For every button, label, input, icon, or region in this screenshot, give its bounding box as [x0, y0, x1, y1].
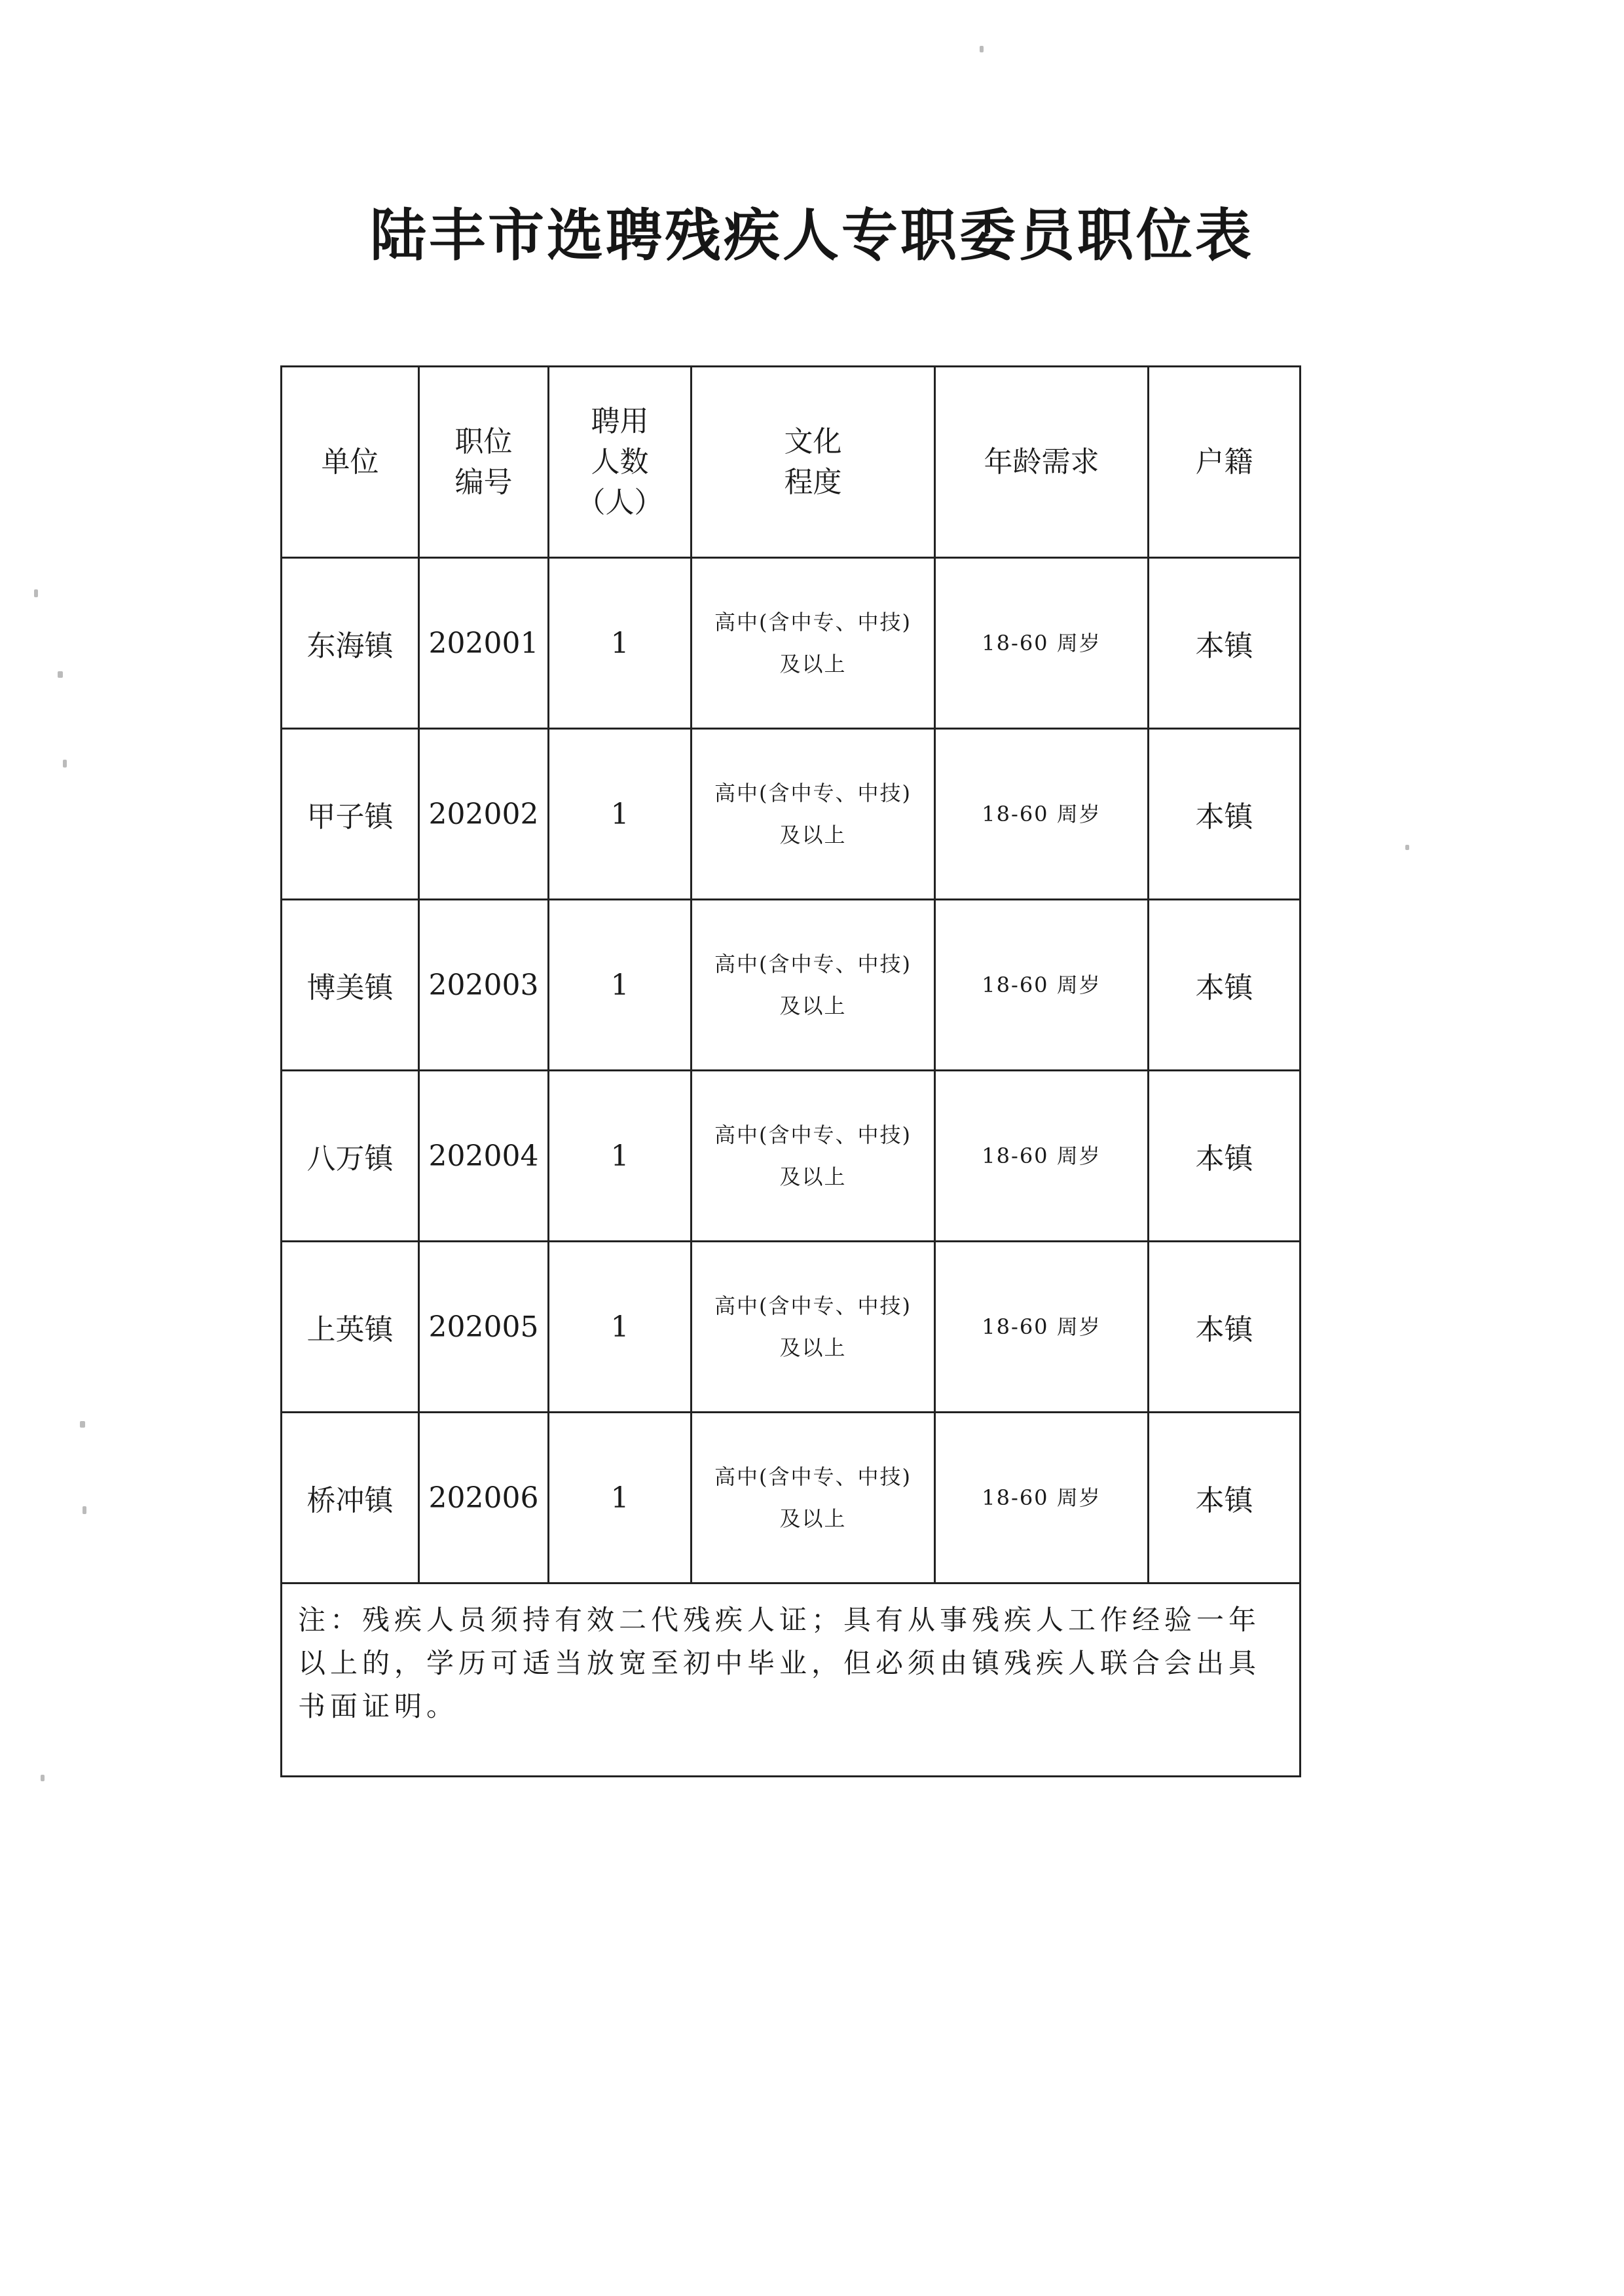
cell-education-line1: 高中(含中专、中技) [714, 1293, 912, 1318]
cell-count: 1 [549, 1242, 692, 1413]
cell-count: 1 [549, 1413, 692, 1583]
cell-education-line2: 及以上 [779, 993, 847, 1018]
header-hires [549, 367, 692, 558]
cell-code: 202004 [419, 1071, 549, 1242]
header-education [692, 367, 935, 558]
cell-unit: 甲子镇 [282, 729, 419, 900]
cell-code: 202001 [419, 558, 549, 729]
header-unit: 单位 [282, 367, 419, 558]
cell-age: 18-60 周岁 [935, 1071, 1149, 1242]
cell-age: 18-60 周岁 [935, 900, 1149, 1071]
page-title: 陆丰市选聘残疾人专职委员职位表 [370, 202, 1254, 268]
cell-education-line2: 及以上 [779, 1506, 847, 1531]
cell-education-line2: 及以上 [779, 652, 847, 676]
header-position-code [419, 367, 549, 558]
table-note: 注：残疾人员须持有效二代残疾人证；具有从事残疾人工作经验一年以上的，学历可适当放宽至初中毕业，但必须由镇残疾人联合会出具书面证明。 [282, 1583, 1301, 1777]
positions-table [280, 365, 1301, 1777]
cell-hukou: 本镇 [1149, 1413, 1301, 1583]
header-education-line1: 文化 [784, 424, 842, 458]
cell-unit: 上英镇 [282, 1242, 419, 1413]
cell-count: 1 [549, 558, 692, 729]
header-position-code-line2: 编号 [454, 465, 513, 499]
cell-count: 1 [549, 1071, 692, 1242]
cell-education-line1: 高中(含中专、中技) [714, 1122, 912, 1147]
cell-count: 1 [549, 729, 692, 900]
scan-speck [41, 1775, 45, 1781]
scan-speck [1405, 845, 1409, 850]
cell-education-line2: 及以上 [779, 1335, 847, 1360]
cell-unit: 东海镇 [282, 558, 419, 729]
cell-education [692, 729, 935, 900]
cell-unit: 博美镇 [282, 900, 419, 1071]
cell-unit: 桥冲镇 [282, 1413, 419, 1583]
header-age: 年龄需求 [935, 367, 1149, 558]
cell-education-line1: 高中(含中专、中技) [714, 952, 912, 976]
cell-age: 18-60 周岁 [935, 558, 1149, 729]
table-row [282, 1413, 1301, 1583]
cell-hukou: 本镇 [1149, 558, 1301, 729]
cell-education-line1: 高中(含中专、中技) [714, 1464, 912, 1489]
cell-education-line2: 及以上 [779, 823, 847, 847]
note-row [282, 1583, 1301, 1777]
cell-count: 1 [549, 900, 692, 1071]
cell-hukou: 本镇 [1149, 1071, 1301, 1242]
cell-age: 18-60 周岁 [935, 1413, 1149, 1583]
table-row [282, 1242, 1301, 1413]
table-row [282, 729, 1301, 900]
header-hires-line1: 聘用 [591, 404, 649, 438]
header-hukou: 户籍 [1149, 367, 1301, 558]
scan-speck [34, 589, 38, 597]
table-row [282, 1071, 1301, 1242]
cell-hukou: 本镇 [1149, 900, 1301, 1071]
cell-education [692, 1242, 935, 1413]
cell-hukou: 本镇 [1149, 729, 1301, 900]
scan-speck [63, 760, 67, 768]
cell-unit: 八万镇 [282, 1071, 419, 1242]
cell-education-line1: 高中(含中专、中技) [714, 781, 912, 805]
cell-code: 202005 [419, 1242, 549, 1413]
scan-speck [83, 1506, 86, 1514]
header-education-line2: 程度 [784, 465, 842, 499]
scan-speck [80, 1421, 85, 1428]
cell-education-line1: 高中(含中专、中技) [714, 610, 912, 635]
cell-code: 202002 [419, 729, 549, 900]
cell-hukou: 本镇 [1149, 1242, 1301, 1413]
cell-age: 18-60 周岁 [935, 729, 1149, 900]
cell-code: 202003 [419, 900, 549, 1071]
cell-education [692, 558, 935, 729]
header-hires-line3: （人） [576, 485, 663, 519]
cell-education-line2: 及以上 [779, 1164, 847, 1189]
scan-speck [58, 671, 63, 678]
table-row [282, 558, 1301, 729]
header-hires-line2: 人数 [591, 445, 649, 479]
table-header-row [282, 367, 1301, 558]
cell-education [692, 1071, 935, 1242]
cell-education [692, 1413, 935, 1583]
cell-education [692, 900, 935, 1071]
table-row [282, 900, 1301, 1071]
cell-code: 202006 [419, 1413, 549, 1583]
header-position-code-line1: 职位 [454, 424, 513, 458]
scan-speck [980, 46, 984, 52]
cell-age: 18-60 周岁 [935, 1242, 1149, 1413]
